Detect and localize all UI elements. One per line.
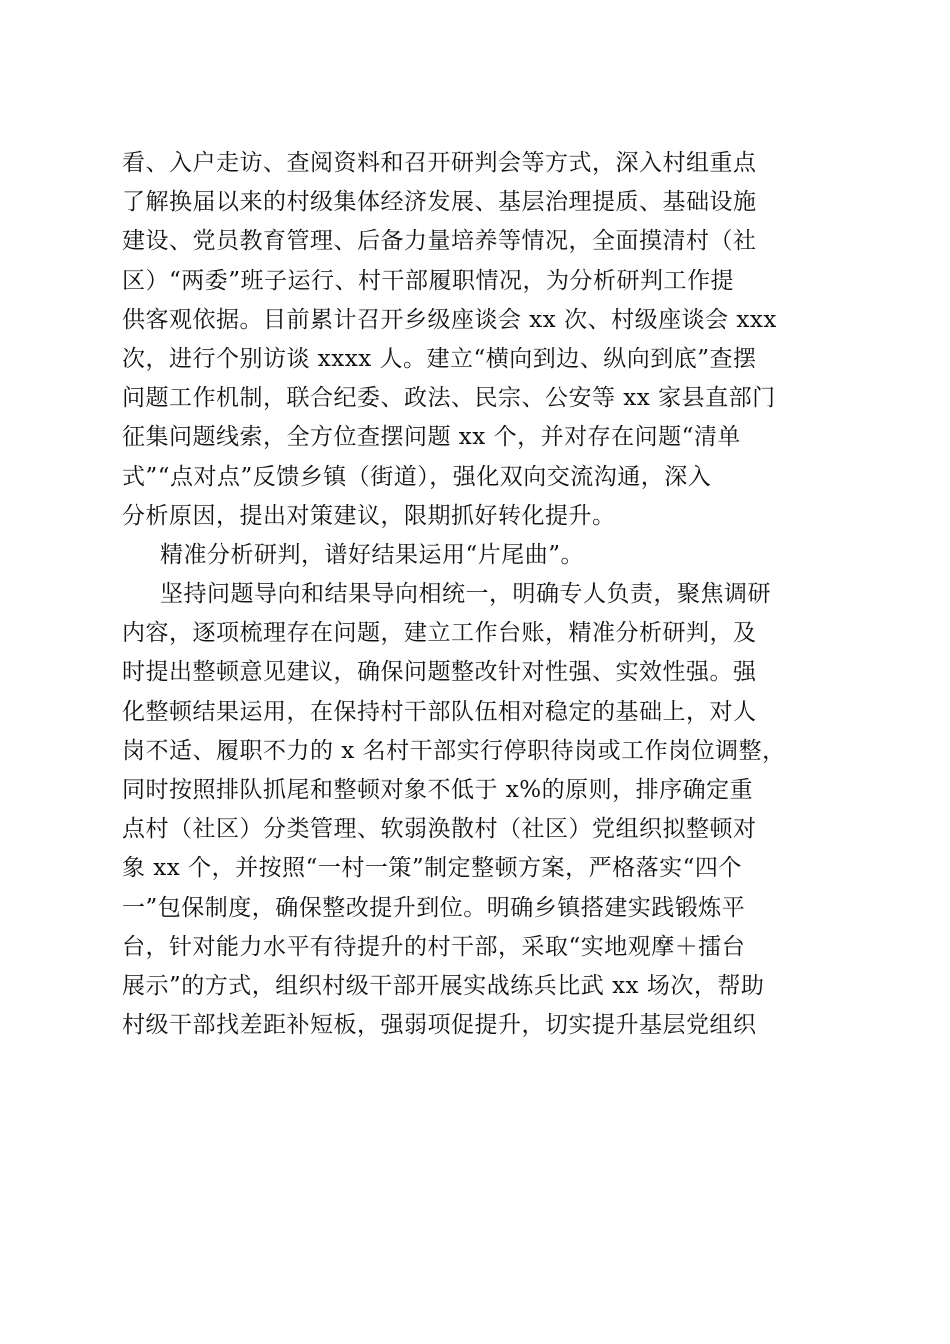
text-line: 了解换届以来的村级集体经济发展、基层治理提质、基础设施: [122, 189, 757, 216]
text-line: 一”包保制度，确保整改提升到位。明确乡镇搭建实践锻炼平: [122, 894, 746, 921]
text-line: 展示”的方式，组织村级干部开展实战练兵比武 xx 场次，帮助: [122, 972, 765, 999]
text-line: 点村（社区）分类管理、软弱涣散村（社区）党组织拟整顿对: [122, 816, 757, 843]
text-line: 坚持问题导向和结果导向相统一，明确专人负责，聚焦调研: [160, 581, 771, 608]
text-line: 同时按照排队抓尾和整顿对象不低于 x%的原则，排序确定重: [122, 777, 754, 803]
text-line: 内容，逐项梳理存在问题，建立工作台账，精准分析研判，及: [122, 620, 757, 647]
text-line: 分析原因，提出对策建议，限期抓好转化提升。: [122, 502, 616, 529]
paragraph-continued: [122, 144, 842, 536]
text-line: 化整顿结果运用，在保持村干部队伍相对稳定的基础上，对人: [122, 698, 757, 725]
text-line: 次，进行个别访谈 xxxx 人。建立“横向到边、纵向到底”查摆: [122, 345, 757, 372]
text-line: 象 xx 个，并按照“一村一策”制定整顿方案，严格落实“四个: [122, 855, 742, 882]
text-line: 问题工作机制，联合纪委、政法、民宗、公安等 xx 家县直部门: [122, 385, 776, 412]
text-line: 岗不适、履职不力的 x 名村干部实行停职待岗或工作岗位调整，: [122, 737, 786, 764]
text-line: 时提出整顿意见建议，确保问题整改针对性强、实效性强。强: [122, 659, 757, 686]
paragraph: [122, 575, 842, 1045]
section-heading: 精准分析研判，谱好结果运用“片尾曲”。: [160, 541, 585, 568]
text-line: 看、入户走访、查阅资料和召开研判会等方式，深入村组重点: [122, 150, 757, 176]
text-line: 供客观依据。目前累计召开乡级座谈会 xx 次、村级座谈会 xxx: [122, 306, 777, 333]
text-line: 台，针对能力水平有待提升的村干部，采取“实地观摩＋擂台: [122, 933, 746, 960]
text-line: 建设、党员教育管理、后备力量培养等情况，全面摸清村（社: [122, 228, 757, 255]
text-line: 式”“点对点”反馈乡镇（街道），强化双向交流沟通，深入: [122, 463, 712, 490]
document-body: [122, 144, 842, 1045]
text-line: 区）“两委”班子运行、村干部履职情况，为分析研判工作提: [122, 267, 735, 294]
text-line: 征集问题线索，全方位查摆问题 xx 个，并对存在问题“清单: [122, 424, 741, 451]
text-line: 村级干部找差距补短板，强弱项促提升，切实提升基层党组织: [122, 1012, 757, 1039]
